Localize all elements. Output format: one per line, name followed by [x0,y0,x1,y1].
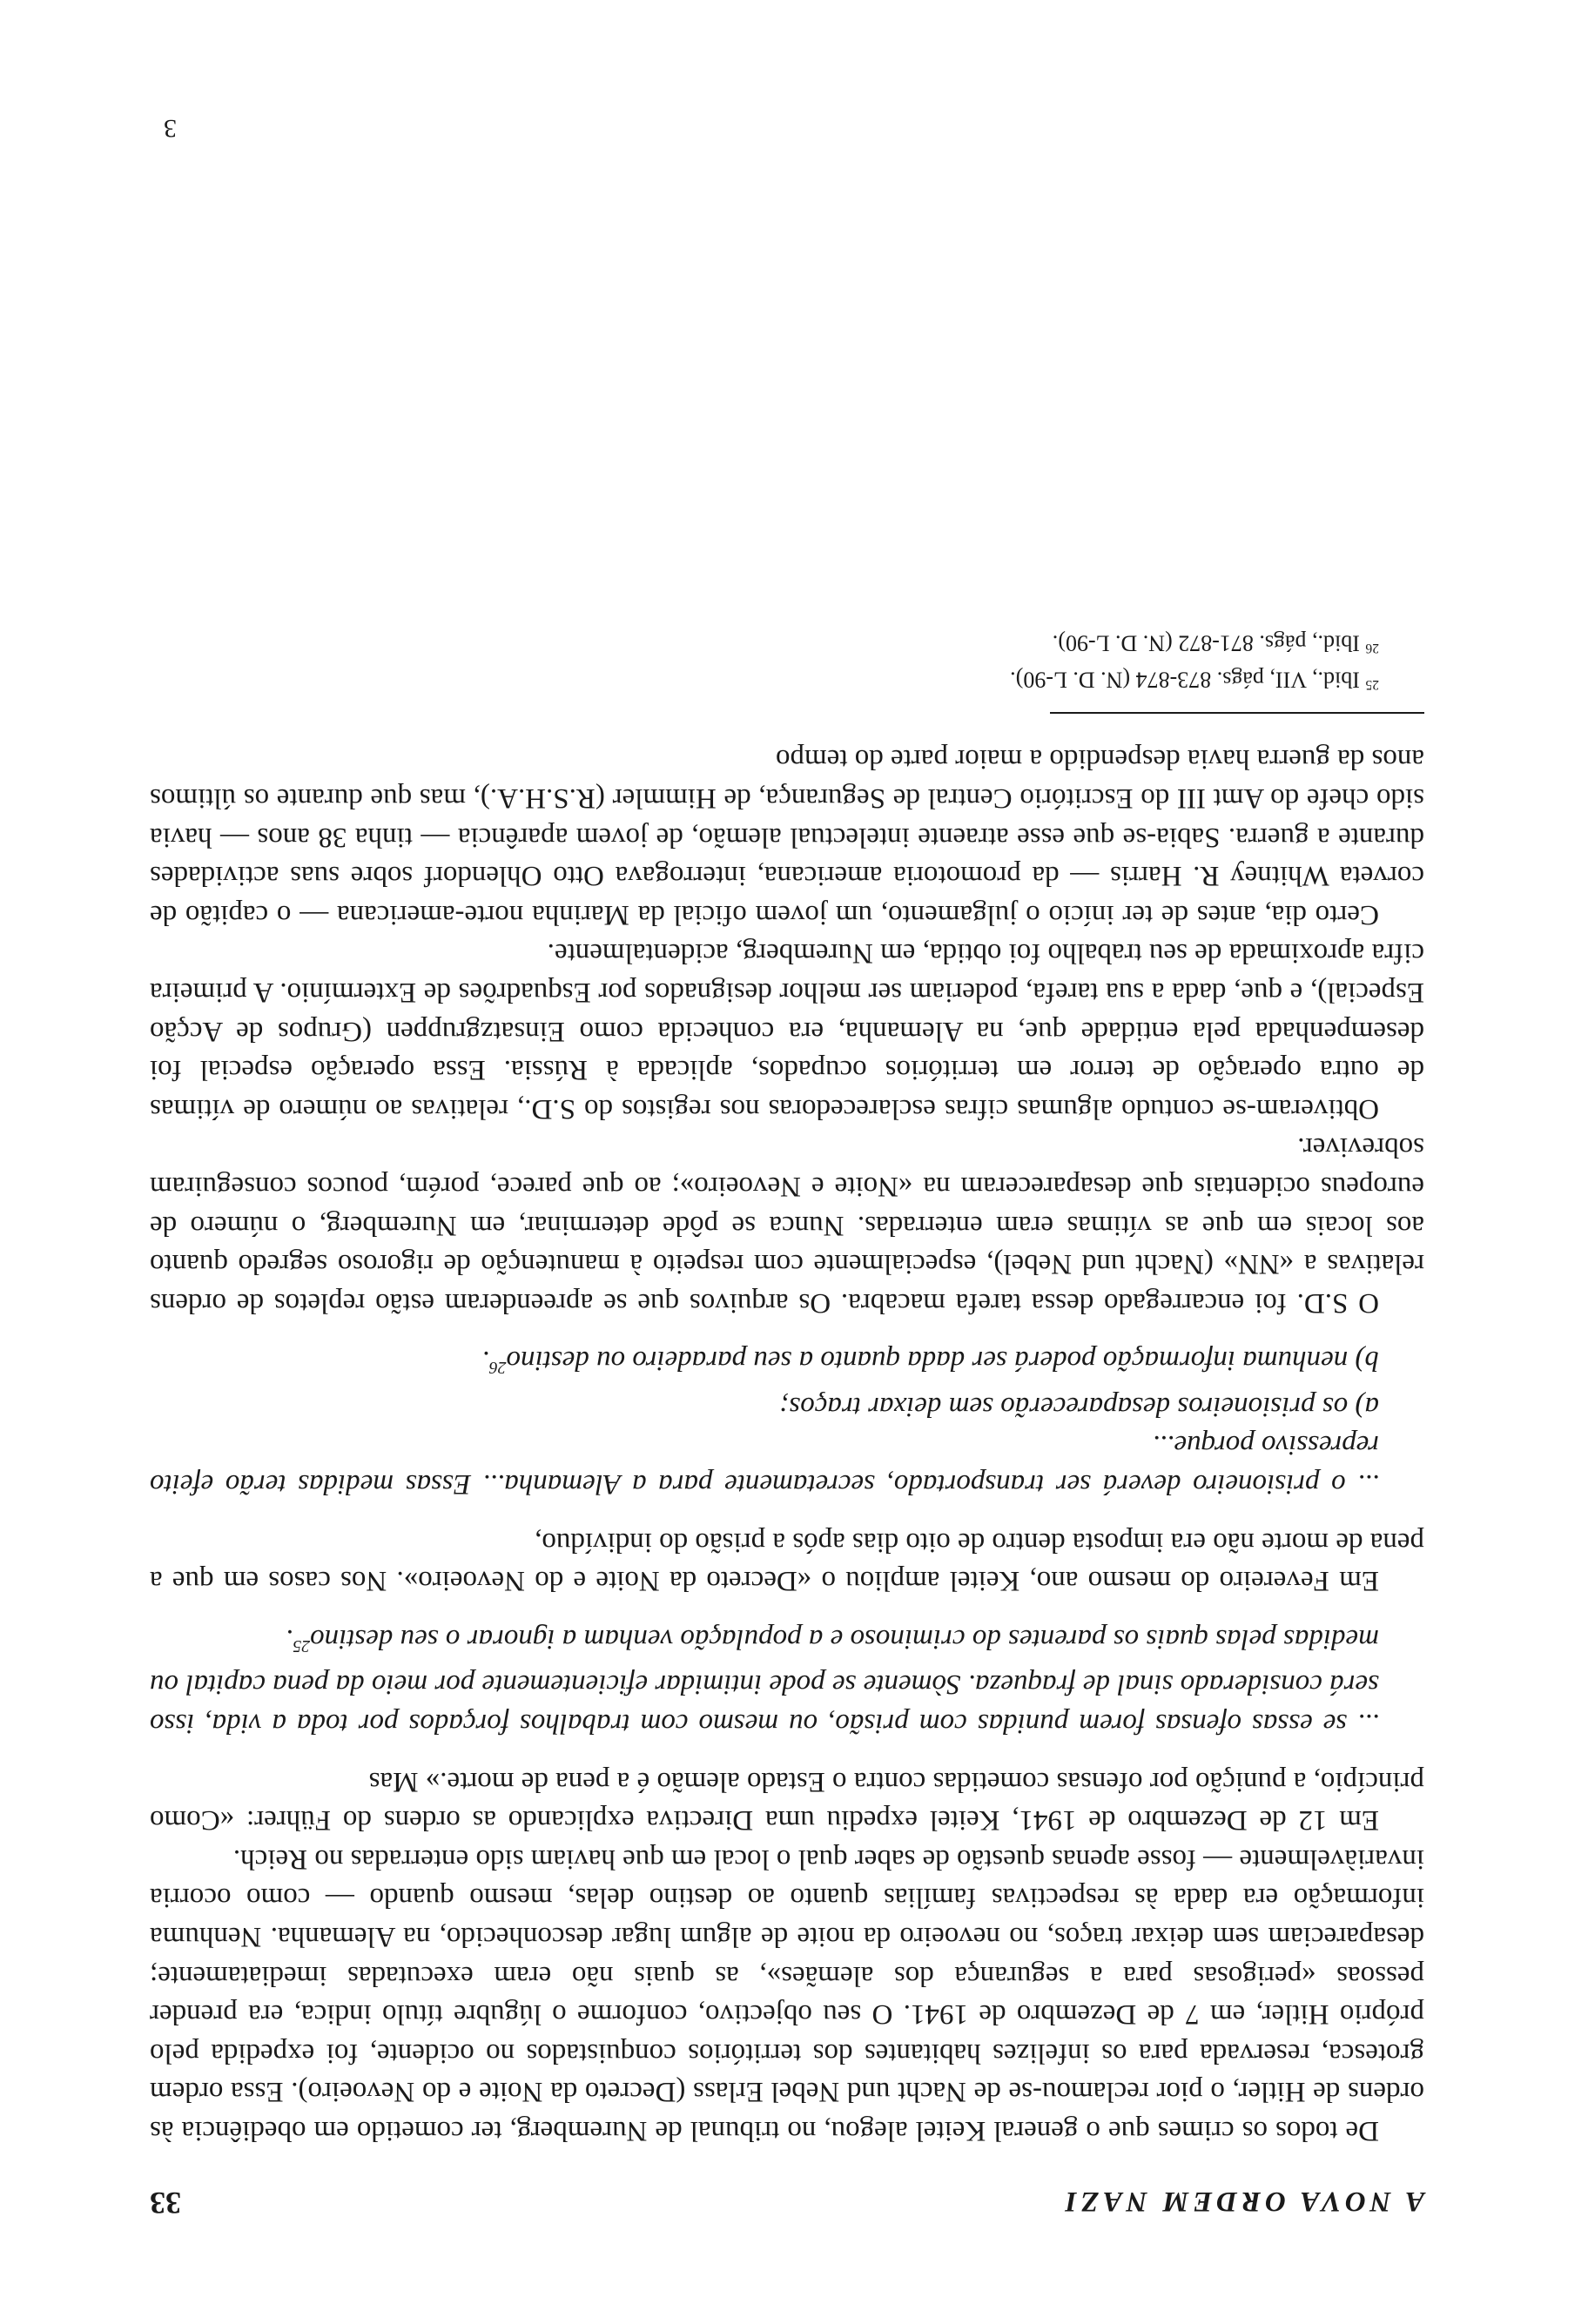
footnote-text: Ibid., págs. 871-872 (N. D. L-90). [1052,630,1360,656]
paragraph: Obtiveram-se contudo algumas cifras esclarecedoras nos registos do S.D., relativas ao número de vítimas de outra operação de terror em territórios ocupados, aplicada à Rússia. Essa operação especial foi desempenhada pela entidade que, na Alemanha, era conhecida como Einsatzgruppen (Grupos de Acção Especial), e que, dada a sua tarefa, poderiam ser melhor designados por Esquadrões de Extermínio. A primeira cifra aproximada de seu trabalho foi obtida, em Nuremberg, acidentalmente. [150,937,1424,1125]
block-quote [150,1341,1424,1503]
paragraph: Em 12 de Dezembro de 1941, Keitel expediu uma Directiva explicando as ordens do Führer: «Como princípio, a punição por ofensas cometidas contra o Estado alemão é a pena de morte.» Mas [150,1765,1424,1837]
quote-item-b-text: b) nenhuma informação poderá ser dada quanto a seu paradeiro ou destino [506,1345,1379,1377]
quote-intro: ... o prisioneiro deverá ser transportado, secretamente para a Alemanha... Essas medidas terão efeito repressivo porque... [150,1429,1379,1501]
paragraph: De todos os crimes que o general Keitel alegou, no tribunal de Nuremberg, ter cometido em obediência às ordens de Hitler, o pior reclamou-se de Nacht und Nebel Erlass (Decreto da Noite e do Nevoeiro). Essa ordem grotesca, reservada para os infelizes habitantes dos territórios conquistados no ocidente, foi expedida pelo próprio Hitler, em 7 de Dezembro de 1941. O seu objectivo, conforme o lúgubre título indica, era prender pessoas «perigosas para a segurança dos alemães», as quais não eram executadas imediatamente; desapareciam sem deixar traços, no nevoeiro da noite de algum lugar desconhecido, na Alemanha. Nenhuma informação era dada às respectivas famílias quanto ao destino delas, mesmo quando — como ocorria invariàvelmente — fosse apenas questão de saber qual o local em que haviam sido enterradas no Reich. [150,1843,1424,2146]
footnote-divider [1050,712,1424,714]
footnote-reference: 26 [488,1358,507,1378]
paragraph: Certo dia, antes de ter início o julgamento, um jovem oficial da Marinha norte-americana — o capitão de corveta Whitney R. Harris — da promotoria americana, interrogava Otto Ohlendorf sobre suas actividades durante a guerra. Sabia-se que esse atraente intelectual alemão, de jovem aparência — tinha 38 anos — havia sido chefe do Amt III do Escritório Central de Segurança, de Himmler (R.S.H.A.), mas que durante os últimos anos da guerra havia despendido a maior parte do tempo [150,743,1424,930]
footnote [150,628,1424,664]
footnote-reference: 25 [293,1636,311,1656]
paragraph: O S.D. foi encarregado dessa tarefa macabra. Os arquivos que se apreenderam estão repletos de ordens relativas a «NN» (Nacht und Nebel), especialmente com respeito à manutenção de rigoroso segredo quanto aos locais em que as vítimas eram enterradas. Nunca se pôde determinar, em Nuremberg, o número de europeus ocidentais que desapareceram na «Noite e Nevoeiro»; ao que parece, porém, poucos conseguiram sobreviver. [150,1132,1424,1319]
paragraph: Em Fevereiro do mesmo ano, Keitel ampliou o «Decreto da Noite e do Nevoeiro». Nos casos em que a pena de morte não era imposta dentro de oito dias após a prisão do indivíduo, [150,1526,1424,1597]
footnote [150,663,1424,700]
footnote-text: Ibid., VII, págs. 873-874 (N. D. L-90). [1010,667,1360,693]
quote-item-a: a) os prisioneiros desaparecerão sem deixar traços; [779,1390,1379,1422]
page-number: 33 [150,2186,181,2220]
signature-mark: 3 [164,114,177,143]
page-header [150,2185,1424,2221]
quote-text: ... se essas ofensas forem punidas com prisão, ou mesmo com trabalhos forçados por toda a vida, isso será considerado sinal de fraqueza. Sòmente se pode intimidar eficientemente por meio da pena capital ou medidas pelas quais os parentes do criminoso e a população venham a ignorar o seu destino [150,1622,1379,1740]
running-title: A NOVA ORDEM NAZI [1060,2186,1424,2217]
block-quote: ... se essas ofensas forem punidas com prisão, ou mesmo com trabalhos forçados por toda a vida, isso será considerado sinal de fraqueza. Sòmente se pode intimidar eficientemente por meio da pena capital ou medidas pelas quais os parentes do criminoso e a população venham a ignorar o seu destino$^{25}$. [150,1622,1379,1740]
footnote-number: 26 [1365,641,1379,656]
footnote-number: 25 [1365,676,1379,692]
quote-item-b: b) nenhuma informação poderá ser dada quanto a seu paradeiro ou destino$^{26}$. [481,1345,1379,1378]
page-content [150,628,1424,2222]
